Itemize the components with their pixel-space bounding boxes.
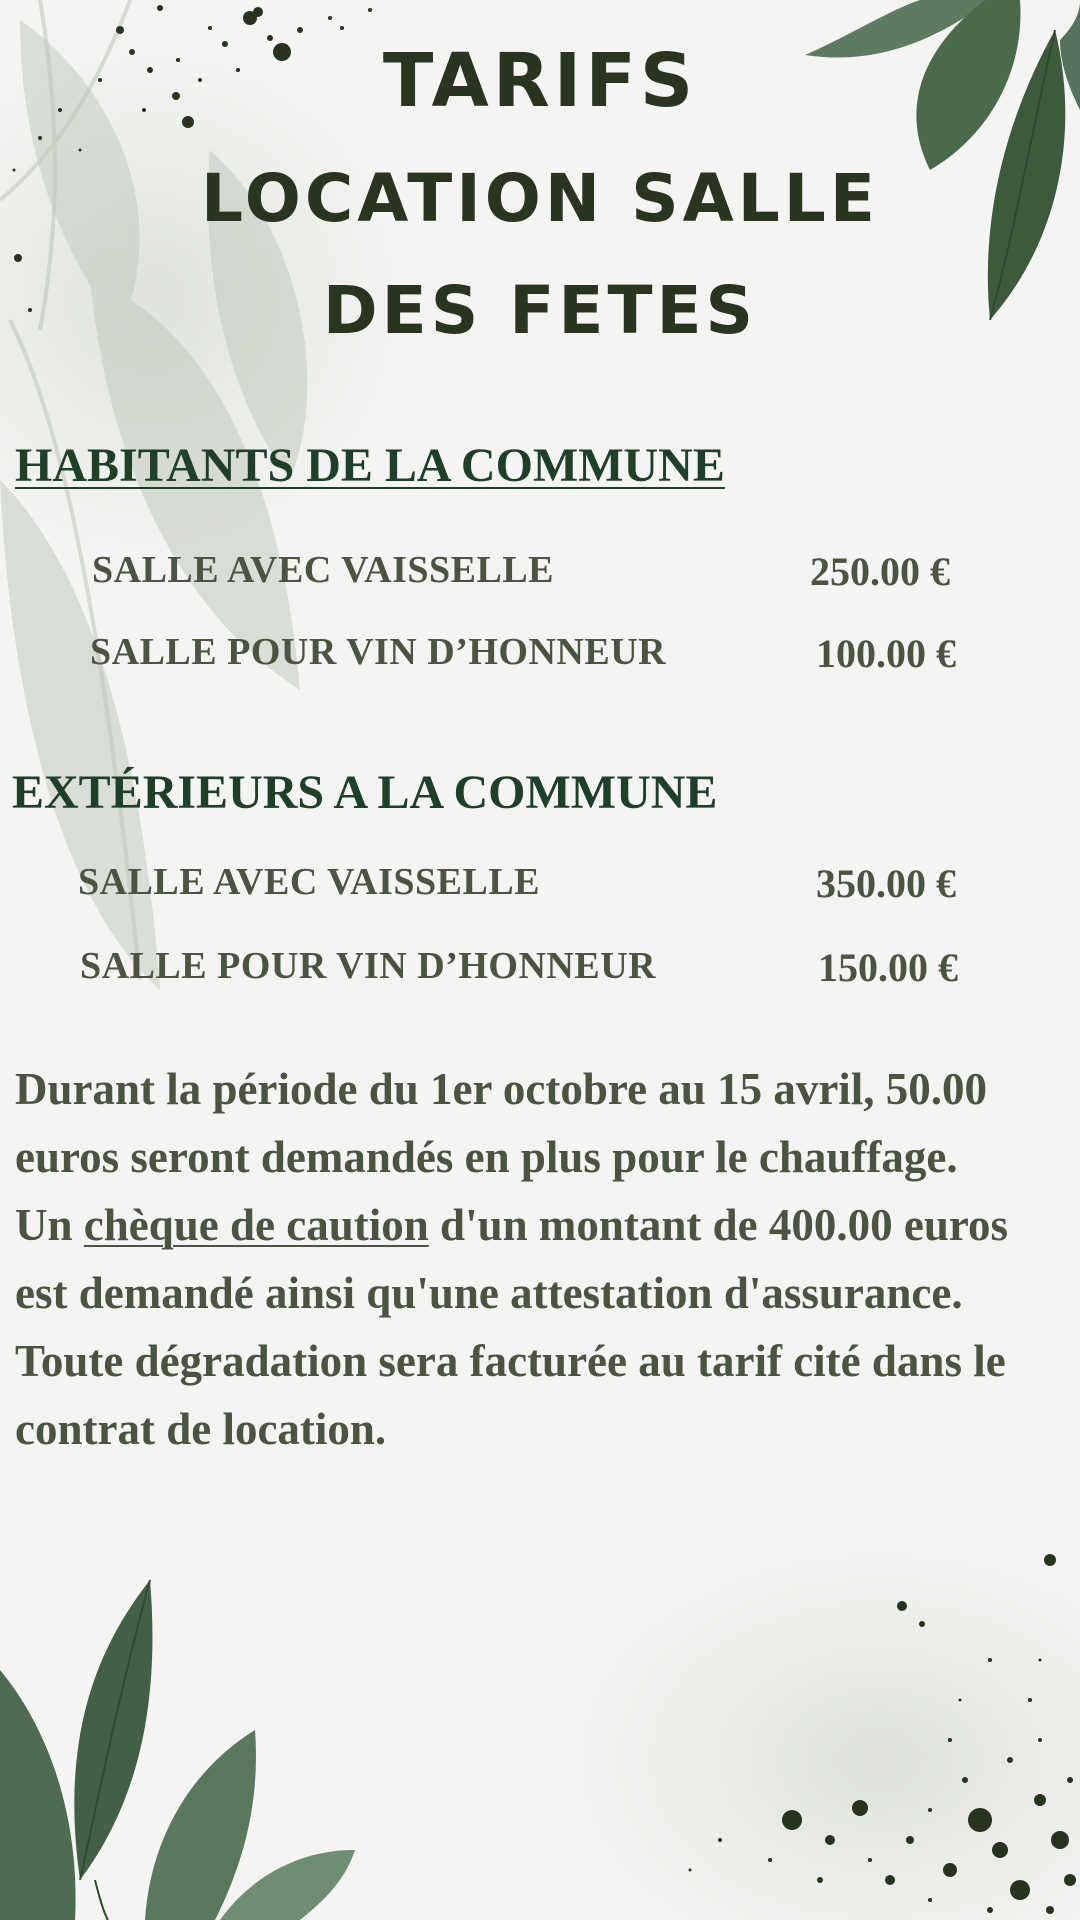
non-residents-row-1-price: 350.00 € <box>816 861 956 906</box>
heating-note: Durant la période du 1er octobre au 15 avril, 50.00 euros seront demandés en plus pour le chauffage. <box>15 1064 988 1182</box>
page-title-line-1: TARIFS <box>382 38 698 124</box>
deposit-cheque-term: chèque de caution <box>83 1200 429 1250</box>
non-residents-heading: EXTÉRIEURS A LA COMMUNE <box>12 766 718 819</box>
non-residents-row-2-price: 150.00 € <box>818 945 958 990</box>
residents-row-2-label: SALLE POUR VIN D’HONNEUR <box>90 631 667 673</box>
non-residents-row-1-label: SALLE AVEC VAISSELLE <box>78 861 541 903</box>
residents-row-2-price: 100.00 € <box>816 631 956 676</box>
deposit-note <box>15 1191 1065 1327</box>
page-title-line-2: LOCATION SALLE <box>201 160 879 237</box>
leaf-icon <box>0 1570 380 1920</box>
conditions-notes <box>15 1055 1065 1463</box>
deposit-prefix: Un <box>15 1200 84 1250</box>
residents-heading: HABITANTS DE LA COMMUNE <box>15 439 725 492</box>
ink-splatter-icon <box>570 1540 1080 1920</box>
page-title-line-3: DES FETES <box>322 272 758 349</box>
non-residents-row-2-label: SALLE POUR VIN D’HONNEUR <box>80 945 657 987</box>
residents-row-1-label: SALLE AVEC VAISSELLE <box>92 549 555 591</box>
deposit-suffix: d'un montant de 400.00 euros est demandé ainsi qu'une attestation d'assurance. <box>15 1200 1009 1318</box>
residents-row-1-price: 250.00 € <box>810 549 950 594</box>
damage-note: Toute dégradation sera facturée au tarif cité dans le contrat de location. <box>15 1336 1006 1454</box>
